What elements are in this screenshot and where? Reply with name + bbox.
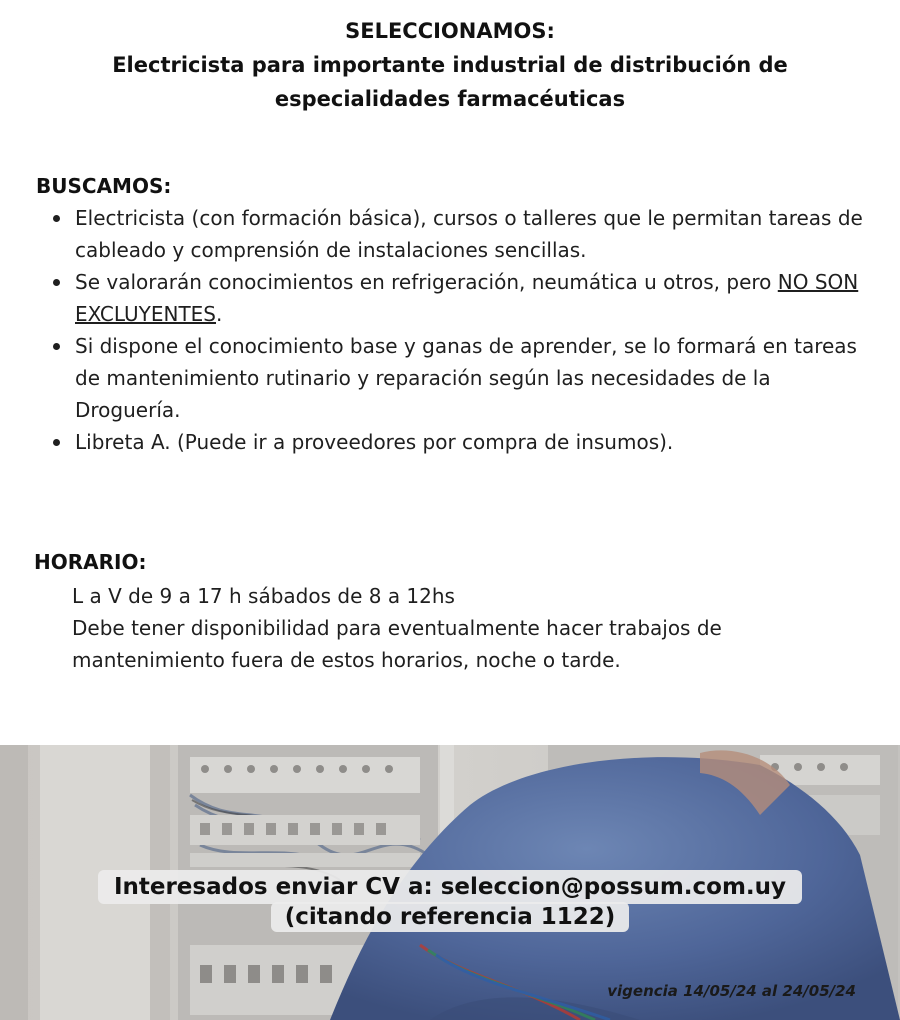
list-item [50,266,880,330]
contact-line[interactable]: Interesados enviar CV a: seleccion@possum.com.uy [98,870,802,904]
list-item-text-end: . [216,302,223,326]
list-item [50,330,880,426]
horario-heading: HORARIO: [34,550,147,574]
title-line-1: SELECCIONAMOS: [345,19,555,43]
requirements-list [50,202,880,458]
list-item-text: Se valorarán conocimientos en refrigeración, neumática u otros, pero [75,270,778,294]
buscamos-heading: BUSCAMOS: [36,174,172,198]
reference-line: (citando referencia 1122) [271,902,630,932]
page-title [0,14,900,116]
list-item-text: Electricista (con formación básica), cursos o talleres que le permitan tareas de cableado y comprensión de instalaciones sencillas. [75,206,863,262]
title-line-2: Electricista para importante industrial de distribución de [112,53,788,77]
list-item-text: Si dispone el conocimiento base y ganas de aprender, se lo formará en tareas de mantenimiento rutinario y reparación según las necesidades de la Droguería. [75,334,857,422]
schedule-line: L a V de 9 a 17 h sábados de 8 a 12hs [72,584,455,608]
availability-note: Debe tener disponibilidad para eventualmente hacer trabajos de mantenimiento fuera de estos horarios, noche o tarde. [72,616,722,672]
validity-dates: vigencia 14/05/24 al 24/05/24 [607,982,856,1000]
list-item [50,426,880,458]
list-item-text: Libreta A. (Puede ir a proveedores por compra de insumos). [75,430,674,454]
list-item [50,202,880,266]
contact-banner [0,870,900,932]
horario-details [72,580,872,676]
not-exclusive-emphasis: NO SON EXCLUYENTES [75,270,859,326]
title-line-3: especialidades farmacéuticas [274,87,626,111]
